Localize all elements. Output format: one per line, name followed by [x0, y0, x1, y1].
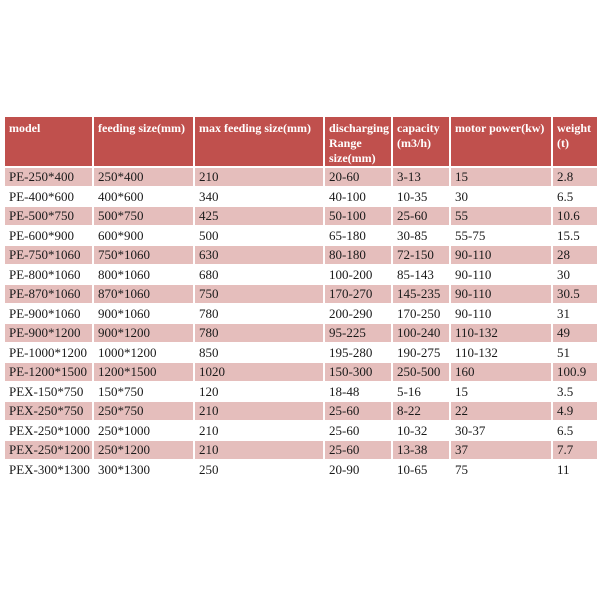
cell-model: PE-500*750: [5, 207, 94, 227]
cell-discharging-range-size: 25-60: [325, 422, 393, 442]
cell-discharging-range-size: 20-60: [325, 168, 393, 188]
cell-capacity: 13-38: [393, 441, 451, 461]
cell-motor-power: 90-110: [451, 266, 553, 286]
cell-model: PE-250*400: [5, 168, 94, 188]
column-header-feeding-size: feeding size(mm): [94, 117, 195, 168]
cell-model: PE-750*1060: [5, 246, 94, 266]
cell-feeding-size: 750*1060: [94, 246, 195, 266]
cell-max-feeding-size: 750: [195, 285, 325, 305]
cell-max-feeding-size: 340: [195, 188, 325, 208]
cell-capacity: 8-22: [393, 402, 451, 422]
cell-feeding-size: 250*1200: [94, 441, 195, 461]
cell-weight: 10.6: [553, 207, 597, 227]
column-header-max-feeding-size: max feeding size(mm): [195, 117, 325, 168]
cell-motor-power: 90-110: [451, 285, 553, 305]
cell-capacity: 250-500: [393, 363, 451, 383]
cell-discharging-range-size: 40-100: [325, 188, 393, 208]
cell-capacity: 170-250: [393, 305, 451, 325]
cell-motor-power: 110-132: [451, 324, 553, 344]
column-header-motor-power: motor power(kw): [451, 117, 553, 168]
cell-model: PE-900*1060: [5, 305, 94, 325]
cell-feeding-size: 900*1060: [94, 305, 195, 325]
cell-discharging-range-size: 150-300: [325, 363, 393, 383]
cell-capacity: 25-60: [393, 207, 451, 227]
cell-feeding-size: 250*400: [94, 168, 195, 188]
cell-max-feeding-size: 210: [195, 441, 325, 461]
cell-max-feeding-size: 780: [195, 324, 325, 344]
cell-weight: 7.7: [553, 441, 597, 461]
cell-feeding-size: 250*1000: [94, 422, 195, 442]
cell-motor-power: 160: [451, 363, 553, 383]
cell-feeding-size: 900*1200: [94, 324, 195, 344]
cell-max-feeding-size: 120: [195, 383, 325, 403]
cell-model: PE-1200*1500: [5, 363, 94, 383]
cell-motor-power: 22: [451, 402, 553, 422]
cell-capacity: 3-13: [393, 168, 451, 188]
cell-feeding-size: 500*750: [94, 207, 195, 227]
cell-discharging-range-size: 80-180: [325, 246, 393, 266]
cell-max-feeding-size: 850: [195, 344, 325, 364]
cell-discharging-range-size: 18-48: [325, 383, 393, 403]
cell-motor-power: 110-132: [451, 344, 553, 364]
cell-motor-power: 30-37: [451, 422, 553, 442]
cell-max-feeding-size: 250: [195, 461, 325, 481]
cell-feeding-size: 300*1300: [94, 461, 195, 481]
column-header-model: model: [5, 117, 94, 168]
cell-discharging-range-size: 170-270: [325, 285, 393, 305]
cell-max-feeding-size: 780: [195, 305, 325, 325]
cell-weight: 30.5: [553, 285, 597, 305]
cell-capacity: 5-16: [393, 383, 451, 403]
spec-table: [5, 117, 597, 480]
cell-motor-power: 75: [451, 461, 553, 481]
cell-motor-power: 37: [451, 441, 553, 461]
column-header-discharging-range-size: discharging Range size(mm): [325, 117, 393, 168]
cell-discharging-range-size: 20-90: [325, 461, 393, 481]
cell-weight: 11: [553, 461, 597, 481]
cell-weight: 3.5: [553, 383, 597, 403]
cell-capacity: 100-240: [393, 324, 451, 344]
cell-motor-power: 55: [451, 207, 553, 227]
cell-model: PE-400*600: [5, 188, 94, 208]
cell-weight: 51: [553, 344, 597, 364]
cell-capacity: 145-235: [393, 285, 451, 305]
cell-model: PE-1000*1200: [5, 344, 94, 364]
cell-weight: 31: [553, 305, 597, 325]
cell-discharging-range-size: 25-60: [325, 402, 393, 422]
cell-max-feeding-size: 210: [195, 402, 325, 422]
cell-model: PE-870*1060: [5, 285, 94, 305]
cell-motor-power: 90-110: [451, 305, 553, 325]
cell-max-feeding-size: 630: [195, 246, 325, 266]
cell-model: PEX-150*750: [5, 383, 94, 403]
cell-motor-power: 30: [451, 188, 553, 208]
cell-capacity: 72-150: [393, 246, 451, 266]
cell-capacity: 85-143: [393, 266, 451, 286]
cell-max-feeding-size: 1020: [195, 363, 325, 383]
cell-discharging-range-size: 200-290: [325, 305, 393, 325]
cell-capacity: 30-85: [393, 227, 451, 247]
cell-max-feeding-size: 500: [195, 227, 325, 247]
cell-max-feeding-size: 680: [195, 266, 325, 286]
cell-model: PE-900*1200: [5, 324, 94, 344]
cell-capacity: 10-32: [393, 422, 451, 442]
column-header-weight: weight (t): [553, 117, 597, 168]
cell-max-feeding-size: 210: [195, 422, 325, 442]
cell-motor-power: 15: [451, 383, 553, 403]
cell-feeding-size: 870*1060: [94, 285, 195, 305]
cell-weight: 49: [553, 324, 597, 344]
cell-model: PE-600*900: [5, 227, 94, 247]
cell-weight: 6.5: [553, 188, 597, 208]
cell-weight: 15.5: [553, 227, 597, 247]
cell-discharging-range-size: 50-100: [325, 207, 393, 227]
cell-capacity: 10-65: [393, 461, 451, 481]
cell-model: PEX-300*1300: [5, 461, 94, 481]
cell-discharging-range-size: 95-225: [325, 324, 393, 344]
cell-weight: 4.9: [553, 402, 597, 422]
cell-feeding-size: 250*750: [94, 402, 195, 422]
cell-max-feeding-size: 425: [195, 207, 325, 227]
cell-feeding-size: 150*750: [94, 383, 195, 403]
cell-motor-power: 55-75: [451, 227, 553, 247]
cell-capacity: 190-275: [393, 344, 451, 364]
cell-feeding-size: 600*900: [94, 227, 195, 247]
cell-feeding-size: 800*1060: [94, 266, 195, 286]
cell-max-feeding-size: 210: [195, 168, 325, 188]
cell-weight: 100.9: [553, 363, 597, 383]
cell-feeding-size: 400*600: [94, 188, 195, 208]
cell-weight: 28: [553, 246, 597, 266]
cell-model: PEX-250*1000: [5, 422, 94, 442]
cell-discharging-range-size: 25-60: [325, 441, 393, 461]
column-header-capacity: capacity (m3/h): [393, 117, 451, 168]
cell-weight: 6.5: [553, 422, 597, 442]
cell-model: PEX-250*1200: [5, 441, 94, 461]
cell-feeding-size: 1000*1200: [94, 344, 195, 364]
cell-model: PE-800*1060: [5, 266, 94, 286]
cell-weight: 30: [553, 266, 597, 286]
cell-model: PEX-250*750: [5, 402, 94, 422]
cell-discharging-range-size: 195-280: [325, 344, 393, 364]
cell-discharging-range-size: 100-200: [325, 266, 393, 286]
cell-motor-power: 15: [451, 168, 553, 188]
cell-feeding-size: 1200*1500: [94, 363, 195, 383]
cell-discharging-range-size: 65-180: [325, 227, 393, 247]
cell-capacity: 10-35: [393, 188, 451, 208]
cell-weight: 2.8: [553, 168, 597, 188]
cell-motor-power: 90-110: [451, 246, 553, 266]
